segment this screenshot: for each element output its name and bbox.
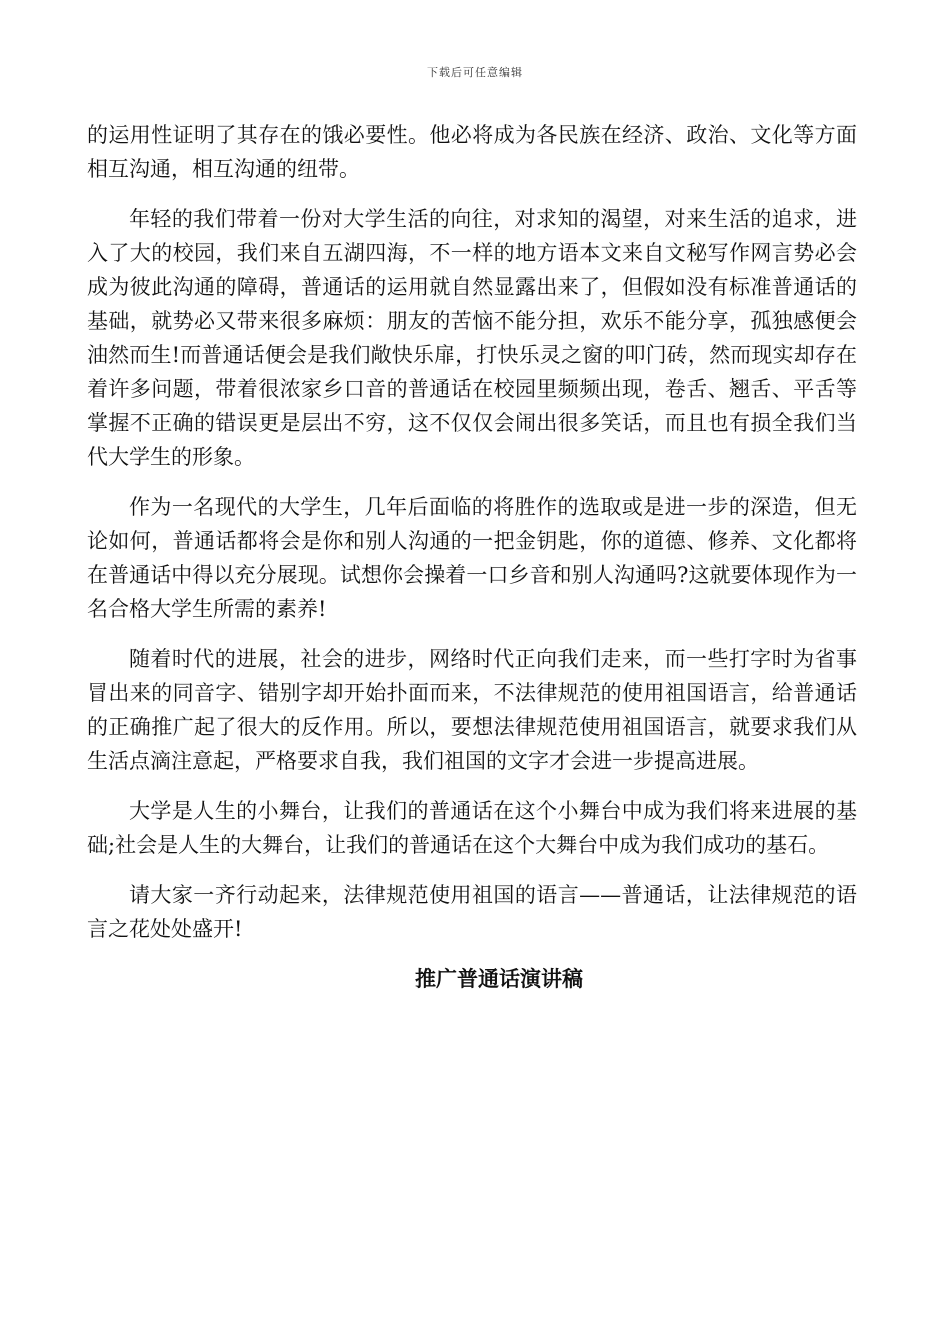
paragraph-1: 的运用性证明了其存在的饿必要性。他必将成为各民族在经济、政治、文化等方面相互沟通，相互沟通的纽带。	[87, 123, 857, 181]
paragraph-6: 请大家一齐行动起来，法律规范使用祖国的语言——普通话，让法律规范的语言之花处处盛开!	[87, 883, 857, 941]
paragraph-4: 随着时代的进展，社会的进步，网络时代正向我们走来，而一些打字时为省事冒出来的同音字、错别字却开始扑面而来，不法律规范的使用祖国语言，给普通话的正确推广起了很大的反作用。所以，要想法律规范使用祖国语言，就要求我们从生活点滴注意起，严格要求自我，我们祖国的文字才会进一步提高进展。	[87, 647, 857, 773]
paragraph-5: 大学是人生的小舞台，让我们的普通话在这个小舞台中成为我们将来进展的基础;社会是人生的大舞台，让我们的普通话在这个大舞台中成为我们成功的基石。	[87, 799, 857, 857]
paragraph-2: 年轻的我们带着一份对大学生活的向往，对求知的渴望，对来生活的追求，进入了大的校园，我们来自五湖四海，不一样的地方语本文来自文秘写作网言势必会成为彼此沟通的障碍，普通话的运用就自然显露出来了，但假如没有标准普通话的基础，就势必又带来很多麻烦：朋友的苦恼不能分担，欢乐不能分享，孤独感便会油然而生!而普通话便会是我们敞快乐扉，打快乐灵之窗的叩门砖，然而现实却存在着许多问题，带着很浓家乡口音的普通话在校园里频频出现，卷舌、翘舌、平舌等掌握不正确的错误更是层出不穷，这不仅仅会闹出很多笑话，而且也有损全我们当代大学生的形象。	[87, 207, 857, 469]
section-title: 推广普通话演讲稿	[415, 966, 583, 991]
paragraph-3: 作为一名现代的大学生，几年后面临的将胜作的选取或是进一步的深造，但无论如何，普通话都将会是你和别人沟通的一把金钥匙，你的道德、修养、文化都将在普通话中得以充分展现。试想你会操着一口乡音和别人沟通吗?这就要体现作为一名合格大学生所需的素养!	[87, 495, 857, 621]
page-header-note: 下载后可任意编辑	[427, 66, 523, 79]
document-body	[87, 118, 857, 996]
